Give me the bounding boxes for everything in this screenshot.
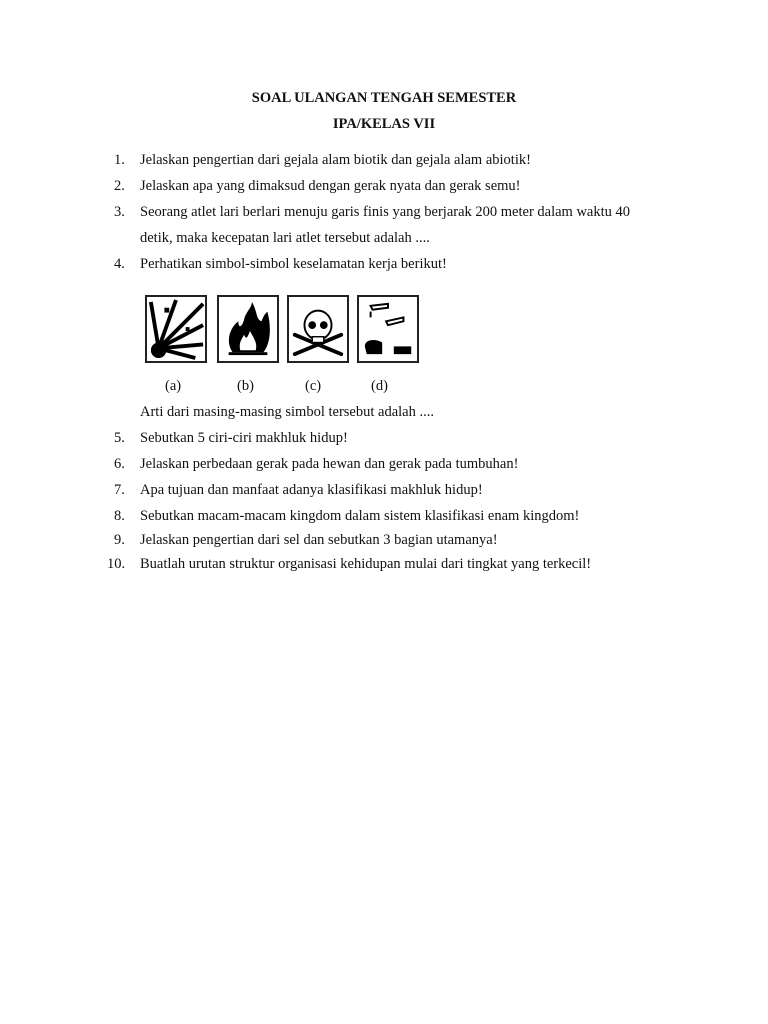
- corrosive-icon: [357, 295, 419, 363]
- question-number: 1.: [114, 152, 125, 168]
- page-subtitle: IPA/KELAS VII: [332, 116, 436, 132]
- question-number: 2.: [114, 178, 125, 194]
- symbol-label: (b): [237, 378, 254, 394]
- question-number: 4.: [114, 256, 125, 272]
- question-text: Apa tujuan dan manfaat adanya klasifikasi makhluk hidup!: [140, 482, 483, 498]
- question-followup: Arti dari masing-masing simbol tersebut adalah ....: [140, 404, 434, 420]
- question-text: Perhatikan simbol-simbol keselamatan kerja berikut!: [140, 256, 447, 272]
- question-text: Sebutkan macam-macam kingdom dalam sistem klasifikasi enam kingdom!: [140, 508, 580, 524]
- explosive-icon: [145, 295, 207, 363]
- flammable-icon: [217, 295, 279, 363]
- question-number: 8.: [114, 508, 125, 524]
- symbol-label: (c): [305, 378, 322, 394]
- symbol-label: (a): [165, 378, 182, 394]
- question-text: Jelaskan apa yang dimaksud dengan gerak nyata dan gerak semu!: [140, 178, 521, 194]
- question-text: Jelaskan perbedaan gerak pada hewan dan gerak pada tumbuhan!: [140, 456, 519, 472]
- question-number: 10.: [107, 556, 126, 572]
- toxic-icon: [287, 295, 349, 363]
- page-title: SOAL ULANGAN TENGAH SEMESTER: [251, 90, 517, 106]
- question-number: 9.: [114, 532, 125, 548]
- question-text: Jelaskan pengertian dari sel dan sebutkan 3 bagian utamanya!: [140, 532, 498, 548]
- question-number: 7.: [114, 482, 125, 498]
- question-text-continued: detik, maka kecepatan lari atlet tersebut adalah ....: [140, 230, 430, 246]
- question-text: Sebutkan 5 ciri-ciri makhluk hidup!: [140, 430, 348, 446]
- symbol-label: (d): [371, 378, 388, 394]
- question-number: 6.: [114, 456, 125, 472]
- question-text: Jelaskan pengertian dari gejala alam biotik dan gejala alam abiotik!: [140, 152, 531, 168]
- question-text: Buatlah urutan struktur organisasi kehidupan mulai dari tingkat yang terkecil!: [140, 556, 592, 572]
- question-number: 3.: [114, 204, 125, 220]
- question-number: 5.: [114, 430, 125, 446]
- question-text: Seorang atlet lari berlari menuju garis finis yang berjarak 200 meter dalam waktu 40: [140, 204, 631, 220]
